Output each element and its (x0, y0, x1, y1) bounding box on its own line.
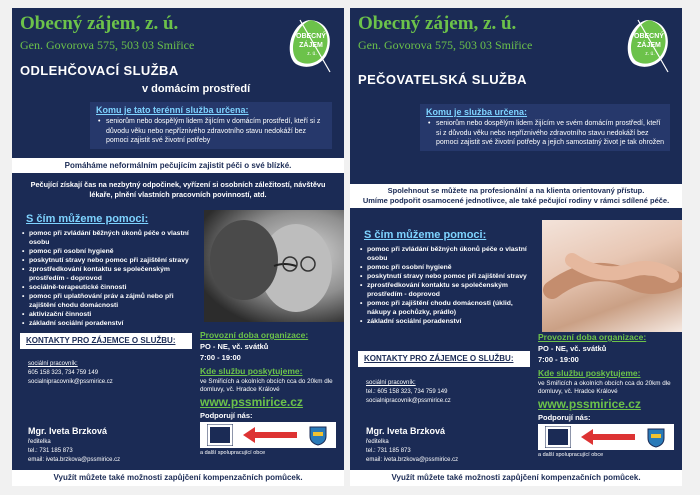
flyer-respite-care (12, 8, 344, 486)
coat-of-arms-icon (307, 424, 329, 446)
target-group-text: • seniorům nebo dospělým lidem žijícím v domácím prostředí, kteří si z důvodu věku nebo nepříznivého zdravotního stavu nedokáží bez pomoci zajistit své životní potřeby (96, 117, 326, 146)
social-worker-label: sociální pracovník: (366, 380, 416, 386)
director-phone: tel.: 731 185 873 (366, 448, 411, 454)
service-area-title: Kde službu poskytujeme: (200, 366, 303, 376)
leaf-logo-icon (624, 14, 674, 74)
help-title: S čím můžeme pomoci: (26, 213, 149, 225)
logo-line-3: z. ú. (645, 51, 655, 57)
supporters-title: Podporují nás: (200, 411, 253, 420)
director-email[interactable]: email: iveta.brzkova@pssmirice.cz (366, 457, 459, 463)
target-group-title: Komu je tato terénní služba určena: (96, 105, 249, 115)
list-item: • základní sociální poradenství (22, 319, 190, 328)
opening-hours-title: Provozní doba organizace: (538, 332, 647, 342)
list-item: • pomoc při osobní hygieně (22, 247, 190, 256)
website-link[interactable]: www.pssmirice.cz (200, 395, 303, 409)
social-worker-phone: tel.: 605 158 323, 734 759 149 (366, 389, 448, 395)
photo-illustration (542, 220, 682, 332)
logo-line-2: ZÁJEM (299, 42, 323, 49)
partner-note: a další spolupracující obce (538, 452, 604, 458)
flyer-header (350, 8, 682, 98)
opening-hours-days: PO - NE, vč. svátků (538, 344, 607, 353)
logo-line-3: z. ú. (307, 51, 317, 57)
org-name: Obecný zájem, z. ú. (20, 13, 179, 34)
service-subtitle: v domácím prostředí (142, 83, 251, 95)
list-item: • pomoc při zvládání běžných úkonů péče o vlastní osobu (360, 245, 528, 263)
flyer-header (12, 8, 344, 98)
target-group-box (90, 102, 332, 149)
list-item: • poskytnutí stravy nebo pomoc při zajištění stravy (360, 272, 528, 281)
opening-hours-time: 7:00 - 19:00 (538, 355, 579, 364)
supporter-logos (200, 422, 336, 448)
director-role: ředitelka (28, 439, 51, 445)
director-name: Mgr. Iveta Brzková (366, 426, 446, 436)
opening-hours-time: 7:00 - 19:00 (200, 353, 241, 362)
service-area-text: ve Smiřicích a okolních obcích cca do 20km dle domluvy, vč. Hradce Králové (200, 378, 333, 393)
footer-note: Využít můžete také možnosti zapůjčení kompenzačních pomůcek. (350, 470, 682, 486)
coat-of-arms-icon (645, 426, 667, 448)
org-address: Gen. Govorova 575, 503 03 Smiřice (20, 38, 195, 52)
photo-elderly-couple (204, 210, 344, 322)
help-list (22, 229, 190, 328)
contact-title: KONTAKTY PRO ZÁJEMCE O SLUŽBU: (26, 336, 176, 345)
logo-line-2: ZÁJEM (637, 42, 661, 49)
contact-box (358, 351, 530, 367)
list-item: • aktivizační činnosti (22, 310, 190, 319)
partner-note: a další spolupracující obce (200, 450, 266, 456)
target-group-title: Komu je služba určena: (426, 107, 528, 117)
supporter-logos (538, 424, 674, 450)
approach-line-2: Umíme podpořit osamocené jednotlivce, ale také pečující rodiny v rámci sdílené péče. (362, 196, 670, 205)
photo-illustration (204, 210, 344, 322)
logo-line-1: OBECNÝ (296, 33, 326, 40)
help-title: S čím můžeme pomoci: (364, 229, 487, 241)
approach-statement (350, 184, 682, 208)
contact-box (20, 333, 192, 349)
service-title: PEČOVATELSKÁ SLUŽBA (358, 72, 527, 87)
list-item: • pomoc při uplatňování práv a zájmů nebo při zajištění chodu domácnosti (22, 292, 190, 310)
service-area-text: ve Smiřicích a okolních obcích cca do 20km dle domluvy, vč. Hradce Králové (538, 380, 671, 395)
support-statement: Pomáháme neformálním pečujícím zajistit péči o své blízké. (12, 158, 344, 173)
list-item: • pomoc při osobní hygieně (360, 263, 528, 272)
opening-hours-title: Provozní doba organizace: (200, 330, 309, 340)
list-item: • základní sociální poradenství (360, 317, 528, 326)
director-role: ředitelka (366, 439, 389, 445)
list-item: • zprostředkování kontaktu se společenským prostředím - doprovod (360, 281, 528, 299)
org-name: Obecný zájem, z. ú. (358, 13, 517, 34)
service-title: ODLEHČOVACÍ SLUŽBA (20, 63, 179, 78)
list-item: • pomoc při zajištění chodu domácnosti (úklid, nákupy a pochůzky, prádlo) (360, 299, 528, 317)
social-worker-phone: 605 158 323, 734 759 149 (28, 370, 99, 376)
list-item: • zprostředkování kontaktu se společenským prostředím - doprovod (22, 265, 190, 283)
director-phone: tel.: 731 185 873 (28, 448, 73, 454)
social-worker-email[interactable]: socialnipracovnik@pssmirice.cz (366, 398, 451, 404)
mpsv-logo-icon (207, 424, 233, 446)
mpsv-logo-icon (545, 426, 571, 448)
approach-line-1: Spolehnout se můžete na profesionální a na klienta orientovaný přístup. (387, 186, 645, 195)
photo-holding-hands (542, 220, 682, 332)
list-item: • poskytnutí stravy nebo pomoc při zajištění stravy (22, 256, 190, 265)
list-item: • pomoc při zvládání běžných úkonů péče o vlastní osobu (22, 229, 190, 247)
logo-line-1: OBECNÝ (634, 33, 664, 40)
service-area-title: Kde službu poskytujeme: (538, 368, 641, 378)
website-link[interactable]: www.pssmirice.cz (538, 397, 641, 411)
target-group-box (420, 104, 670, 151)
org-address: Gen. Govorova 575, 503 03 Smiřice (358, 38, 533, 52)
region-logo-icon (579, 427, 637, 447)
footer-note: Využít můžete také možnosti zapůjčení kompenzačních pomůcek. (12, 470, 344, 486)
director-name: Mgr. Iveta Brzková (28, 426, 108, 436)
opening-hours-days: PO - NE, vč. svátků (200, 342, 269, 351)
list-item: • sociálně-terapeutické činnosti (22, 283, 190, 292)
leaf-logo-icon (286, 14, 336, 74)
social-worker-label: sociální pracovník: (28, 361, 78, 367)
region-logo-icon (241, 425, 299, 445)
intro-text: Pečující získají čas na nezbytný odpočinek, vyřízení si osobních záležitostí, návštěvu lékaře, plnění vlastních pracovních povinností, atd. (30, 180, 326, 199)
contact-title: KONTAKTY PRO ZÁJEMCE O SLUŽBU: (364, 354, 514, 363)
director-email[interactable]: email: iveta.brzkova@pssmirice.cz (28, 457, 121, 463)
social-worker-email[interactable]: socialnipracovnik@pssmirice.cz (28, 379, 113, 385)
flyer-care-service (350, 8, 682, 486)
supporters-title: Podporují nás: (538, 413, 591, 422)
help-list (360, 245, 528, 326)
target-group-text: • seniorům nebo dospělým lidem žijícím ve svém domácím prostředí, kteří si z důvodu věku nebo nepříznivého zdravotního stavu nedokáží bez pomoci zajistit své životní potřeby a jejich samostatný život je tak ohrožen (426, 119, 664, 148)
